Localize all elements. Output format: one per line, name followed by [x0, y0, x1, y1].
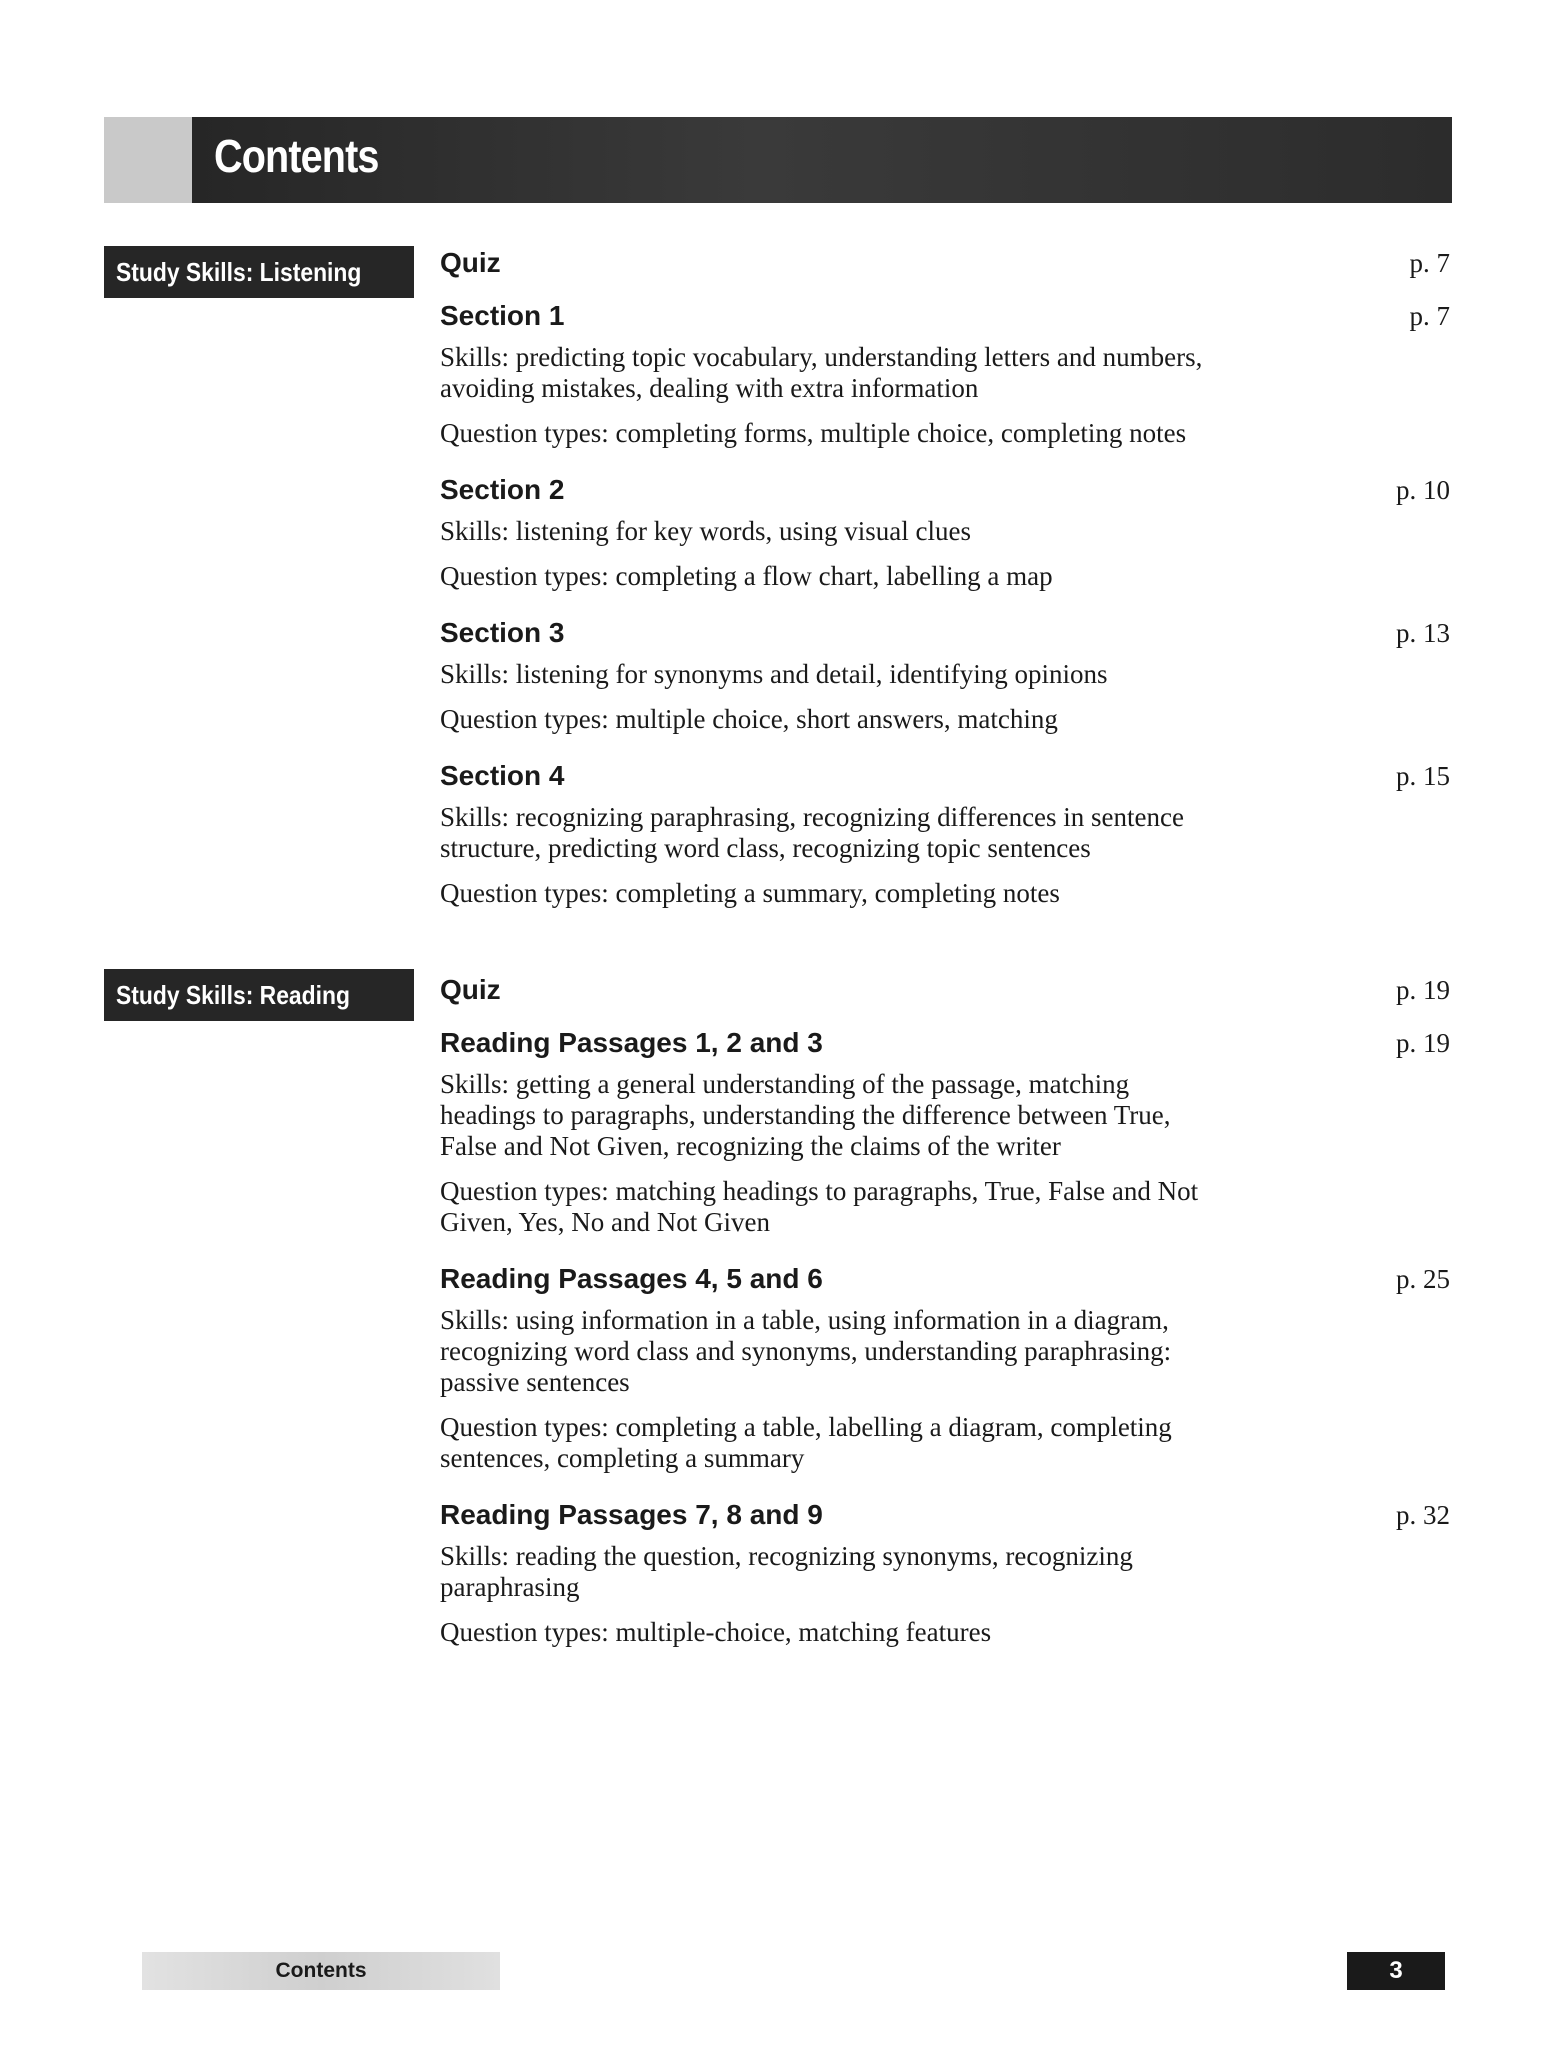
section-tag-label: Study Skills: Listening — [116, 257, 362, 287]
entry-page-ref: p. 19 — [1396, 1028, 1450, 1058]
entry-skills: Skills: listening for key words, using visual clues — [440, 516, 971, 546]
header-bar — [192, 117, 1452, 203]
toc-entry — [440, 606, 1452, 659]
page-number: 3 — [1347, 1952, 1445, 1990]
entry-title: Reading Passages 7, 8 and 9 — [440, 1499, 823, 1530]
entry-title: Quiz — [440, 247, 501, 278]
toc-entry — [440, 1252, 1452, 1305]
entry-title: Quiz — [440, 974, 501, 1005]
toc-entry — [440, 963, 1452, 1016]
listening-group — [440, 236, 1452, 909]
contents-list — [440, 236, 1452, 1647]
entry-title: Section 3 — [440, 617, 565, 648]
entry-title: Section 4 — [440, 760, 565, 791]
entry-question-types: Question types: completing forms, multiple choice, completing notes — [440, 418, 1187, 448]
entry-question-types: Question types: multiple choice, short answers, matching — [440, 704, 1058, 734]
header-accent-block — [104, 117, 192, 203]
entry-skills: Skills: reading the question, recognizing synonyms, recognizing paraphrasing — [440, 1541, 1133, 1602]
toc-entry — [440, 1016, 1452, 1069]
entry-page-ref: p. 10 — [1396, 475, 1450, 505]
toc-entry — [440, 1488, 1452, 1541]
entry-page-ref: p. 13 — [1396, 618, 1450, 648]
section-tag-listening — [104, 246, 414, 298]
entry-question-types: Question types: completing a table, labelling a diagram, completing sentences, completing a summary — [440, 1412, 1172, 1473]
toc-entry — [440, 236, 1452, 289]
entry-question-types: Question types: multiple-choice, matching features — [440, 1617, 992, 1647]
toc-entry — [440, 463, 1452, 516]
entry-skills: Skills: getting a general understanding of the passage, matching headings to paragraphs, understanding the difference between True, False and Not Given, recognizing the claims of the writer — [440, 1069, 1171, 1161]
entry-skills: Skills: using information in a table, using information in a diagram, recognizing word class and synonyms, understanding paraphrasing: passive sentences — [440, 1305, 1172, 1397]
entry-skills: Skills: recognizing paraphrasing, recognizing differences in sentence structure, predicting word class, recognizing topic sentences — [440, 802, 1184, 863]
entry-page-ref: p. 7 — [1409, 301, 1450, 331]
entry-title: Reading Passages 4, 5 and 6 — [440, 1263, 823, 1294]
entry-question-types: Question types: matching headings to paragraphs, True, False and Not Given, Yes, No and Not Given — [440, 1176, 1199, 1237]
entry-question-types: Question types: completing a summary, completing notes — [440, 878, 1060, 908]
entry-skills: Skills: predicting topic vocabulary, understanding letters and numbers, avoiding mistakes, dealing with extra information — [440, 342, 1203, 403]
section-tag-label: Study Skills: Reading — [116, 980, 350, 1010]
entry-page-ref: p. 7 — [1409, 248, 1450, 278]
entry-page-ref: p. 32 — [1396, 1500, 1450, 1530]
entry-question-types: Question types: completing a flow chart, labelling a map — [440, 561, 1053, 591]
entry-title: Section 2 — [440, 474, 565, 505]
entry-skills: Skills: listening for synonyms and detail, identifying opinions — [440, 659, 1108, 689]
entry-page-ref: p. 25 — [1396, 1264, 1450, 1294]
page-title: Contents — [214, 130, 379, 182]
footer-label: Contents — [142, 1952, 500, 1990]
toc-entry — [440, 749, 1452, 802]
toc-entry — [440, 289, 1452, 342]
reading-group — [440, 963, 1452, 1656]
entry-title: Reading Passages 1, 2 and 3 — [440, 1027, 823, 1058]
entry-page-ref: p. 15 — [1396, 761, 1450, 791]
entry-title: Section 1 — [440, 300, 565, 331]
section-tag-reading — [104, 969, 414, 1021]
entry-page-ref: p. 19 — [1396, 975, 1450, 1005]
